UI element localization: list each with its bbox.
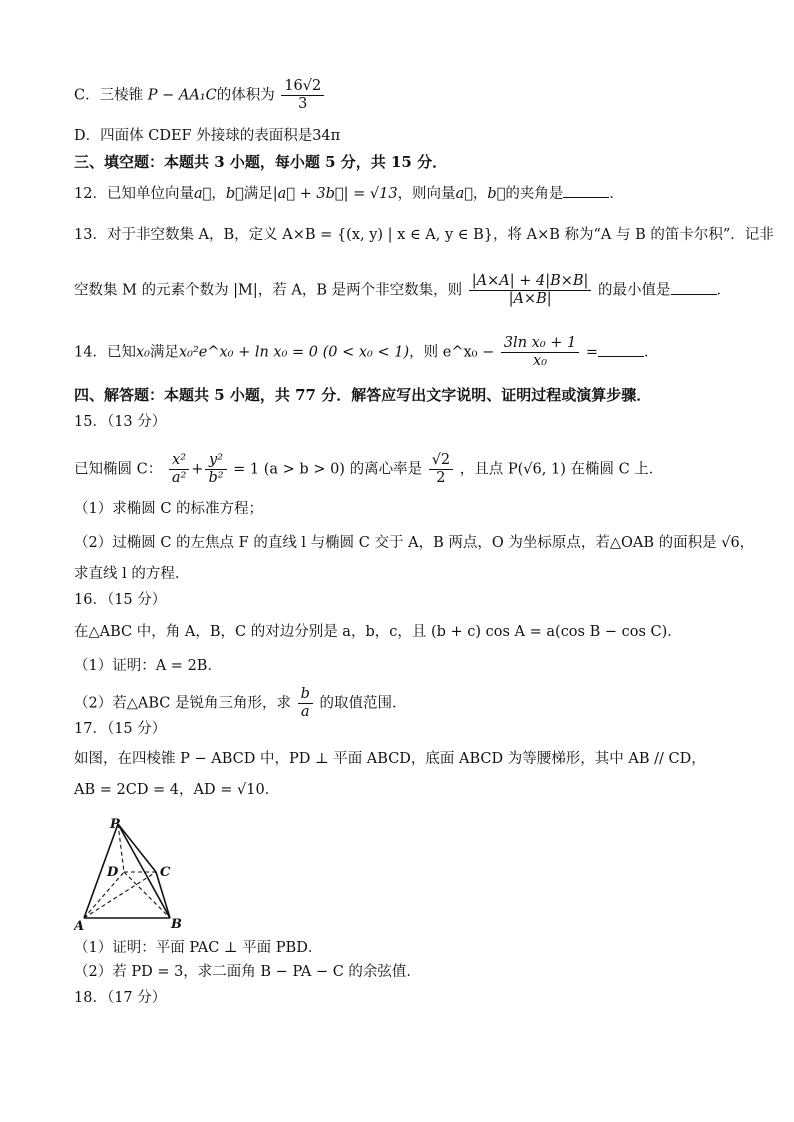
q14-text: 满足 bbox=[149, 344, 179, 361]
question-17-stem-2: AB = 2CD = 4，AD = √10． bbox=[74, 782, 280, 798]
question-17-part-2: （2）若 PD = 3，求二面角 B − PA − C 的余弦值． bbox=[74, 964, 421, 980]
q14-text: 14．已知 bbox=[74, 344, 136, 361]
question-17-stem-1: 如图，在四棱锥 P − ABCD 中，PD ⊥ 平面 ABCD，底面 ABCD 为等腰梯形，其中 AB // CD， bbox=[74, 751, 706, 767]
answer-blank[interactable] bbox=[563, 185, 609, 198]
answer-blank[interactable] bbox=[671, 282, 717, 295]
fraction-denominator: a bbox=[300, 704, 310, 720]
option-d: D．四面体 CDEF 外接球的表面积是34π bbox=[74, 128, 341, 144]
q12-vector-a: a⃗ bbox=[193, 186, 212, 202]
q14-fraction bbox=[501, 335, 579, 370]
q16-fraction bbox=[298, 686, 313, 721]
question-16-header: 16．（15 分） bbox=[74, 592, 167, 608]
q12-vector-a: a⃗ bbox=[455, 186, 473, 202]
fraction-numerator: √2 bbox=[429, 452, 453, 470]
option-c bbox=[74, 78, 326, 113]
question-13-line-2 bbox=[74, 273, 731, 308]
question-15-part-1: （1）求椭圆 C 的标准方程； bbox=[74, 501, 264, 517]
fraction-numerator: x² bbox=[169, 452, 189, 470]
diagonal-AC bbox=[84, 872, 156, 918]
fraction-denominator: 3 bbox=[298, 96, 308, 112]
q14-equation: x₀²e^x₀ + ln x₀ = 0 (0 < x₀ < 1) bbox=[178, 344, 410, 361]
q14-variable: x₀ bbox=[135, 344, 150, 361]
fraction-numerator: |A×A| + 4|B×B| bbox=[469, 273, 592, 291]
question-16-stem: 在△ABC 中，角 A，B，C 的对边分别是 a，b，c，且 (b + c) cos A = a(cos B − cos C)． bbox=[74, 624, 682, 640]
question-15-stem bbox=[74, 452, 663, 487]
fraction-denominator: b² bbox=[208, 470, 224, 486]
question-16-part-1: （1）证明：A = 2B． bbox=[74, 658, 222, 674]
q14-end: ． bbox=[644, 344, 659, 361]
q13-text: 空数集 M 的元素个数为 |M|，若 A，B 是两个非空数集，则 bbox=[74, 282, 463, 299]
fraction-denominator: 2 bbox=[436, 470, 446, 486]
q12-text: 满足 bbox=[243, 186, 273, 202]
q16-text: 的取值范围． bbox=[319, 695, 407, 712]
q12-condition: |a⃗ + 3b⃗| = √13 bbox=[272, 186, 398, 202]
pyramid-hidden-edges bbox=[84, 824, 170, 918]
pyramid-figure bbox=[74, 814, 194, 936]
fraction-denominator: a² bbox=[171, 470, 187, 486]
q12-vector-b: b⃗ bbox=[487, 186, 506, 202]
q15-text: 已知椭圆 C： bbox=[74, 461, 163, 478]
fraction-numerator: 16√2 bbox=[281, 78, 324, 96]
question-15-part-2-cont: 求直线 l 的方程． bbox=[74, 566, 190, 582]
edge-PC bbox=[118, 824, 156, 872]
q12-text: 12．已知单位向量 bbox=[74, 186, 194, 202]
section-3-heading: 三、填空题：本题共 3 小题，每小题 5 分，共 15 分． bbox=[74, 153, 448, 171]
q12-comma: ， bbox=[211, 186, 226, 202]
q15-text: ，且点 P(√6, 1) 在椭圆 C 上． bbox=[459, 461, 664, 478]
q13-end: ． bbox=[716, 282, 732, 299]
q12-end: ． bbox=[609, 186, 624, 202]
q12-comma: ， bbox=[472, 186, 488, 202]
answer-blank[interactable] bbox=[598, 344, 644, 357]
q14-equals: = bbox=[585, 344, 598, 361]
q15-text: = 1 (a > b > 0) 的离心率是 bbox=[233, 461, 423, 478]
q15-plus: + bbox=[191, 461, 204, 478]
question-15-part-2: （2）过椭圆 C 的左焦点 F 的直线 l 与椭圆 C 交于 A，B 两点，O 为坐标原点，若△OAB 的面积是 √6， bbox=[74, 535, 755, 551]
q15-fraction-y bbox=[205, 452, 226, 487]
q16-text: （2）若△ABC 是锐角三角形，求 bbox=[74, 695, 291, 712]
fraction-numerator: b bbox=[298, 686, 313, 704]
q12-vector-b: b⃗ bbox=[225, 186, 244, 202]
question-16-part-2 bbox=[74, 686, 407, 721]
question-18-header: 18．（17 分） bbox=[74, 990, 167, 1006]
fraction-denominator: |A×B| bbox=[508, 291, 552, 307]
label-P: P bbox=[110, 817, 120, 832]
q12-text: 的夹角是 bbox=[505, 186, 564, 202]
q15-fraction-e bbox=[429, 452, 453, 487]
label-B: B bbox=[171, 917, 182, 932]
option-c-expr: P − AA₁C bbox=[147, 87, 217, 104]
q14-text: ，则 e^x₀ − bbox=[409, 344, 495, 361]
option-c-prefix: C．三棱锥 bbox=[74, 87, 144, 104]
question-15-header: 15．（13 分） bbox=[74, 414, 167, 430]
pyramid-solid-edges bbox=[84, 824, 170, 918]
fraction-denominator: x₀ bbox=[533, 353, 548, 369]
label-D: D bbox=[107, 865, 119, 880]
fraction-numerator: 3ln x₀ + 1 bbox=[501, 335, 579, 353]
q15-fraction-x bbox=[169, 452, 189, 487]
question-17-header: 17．（15 分） bbox=[74, 721, 167, 737]
label-A: A bbox=[74, 919, 85, 934]
question-13-line-1: 13．对于非空数集 A，B，定义 A×B = {(x, y) | x ∈ A, y ∈ B}，将 A×B 称为“A 与 B 的笛卡尔积”．记非 bbox=[74, 227, 774, 243]
question-12 bbox=[74, 184, 624, 204]
fraction-numerator: y² bbox=[205, 452, 226, 470]
q13-text: 的最小值是 bbox=[598, 282, 671, 299]
option-c-mid: 的体积为 bbox=[216, 87, 275, 104]
question-17-part-1: （1）证明：平面 PAC ⊥ 平面 PBD． bbox=[74, 940, 323, 956]
question-14 bbox=[74, 335, 659, 370]
label-C: C bbox=[160, 865, 171, 880]
section-4-heading: 四、解答题：本题共 5 小题，共 77 分．解答应写出文字说明、证明过程或演算步骤． bbox=[74, 386, 652, 404]
q13-fraction bbox=[469, 273, 592, 308]
q12-text: ，则向量 bbox=[397, 186, 456, 202]
option-c-fraction bbox=[281, 78, 324, 113]
